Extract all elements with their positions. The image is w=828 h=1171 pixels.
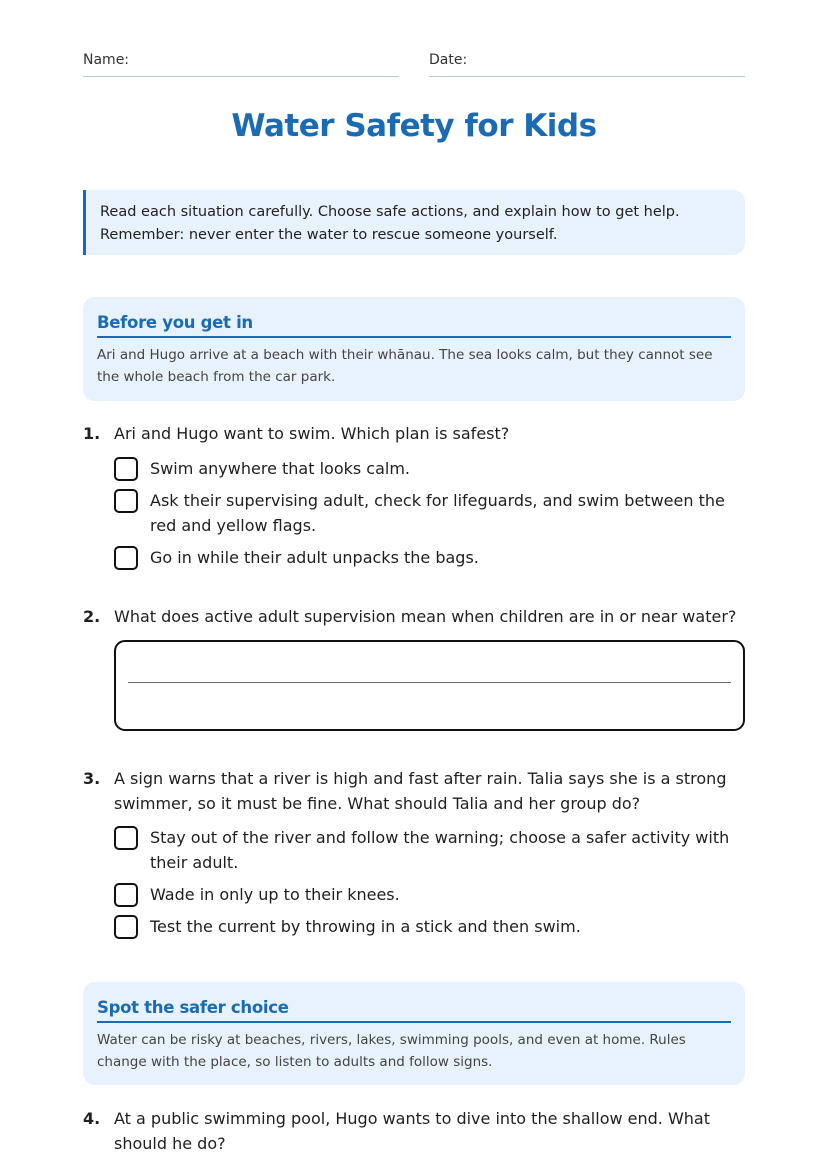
option-text: Ask their supervising adult, check for lifeguards, and swim between the red and yellow flags.	[150, 491, 725, 535]
question-number: 4.	[83, 1109, 101, 1128]
name-label: Name:	[83, 52, 130, 68]
question-1	[83, 421, 745, 446]
q1-option-3[interactable]	[114, 545, 734, 570]
question-text: At a public swimming pool, Hugo wants to dive into the shallow end. What should he do?	[114, 1109, 710, 1153]
date-label: Date:	[429, 52, 468, 68]
answer-box[interactable]	[114, 640, 745, 731]
question-4	[83, 1106, 745, 1156]
name-field[interactable]	[83, 52, 399, 68]
section-text: Ari and Hugo arrive at a beach with their whānau. The sea looks calm, but they cannot see the whole beach from the car park.	[97, 347, 713, 385]
instructions-line-2: Remember: never enter the water to rescue someone yourself.	[100, 227, 558, 243]
question-2	[83, 604, 745, 629]
section-spot-the-safer-choice	[83, 982, 745, 1085]
question-text: Ari and Hugo want to swim. Which plan is safest?	[114, 424, 510, 443]
option-text: Wade in only up to their knees.	[150, 885, 400, 904]
question-number: 3.	[83, 769, 101, 788]
instructions-box	[83, 190, 745, 255]
option-text: Go in while their adult unpacks the bags.	[150, 548, 479, 567]
q3-option-3[interactable]	[114, 914, 734, 939]
instructions-line-1: Read each situation carefully. Choose safe actions, and explain how to get help.	[100, 204, 680, 220]
date-line	[429, 76, 745, 77]
option-text: Swim anywhere that looks calm.	[150, 459, 411, 478]
checkbox[interactable]	[114, 546, 138, 570]
section-text: Water can be risky at beaches, rivers, lakes, swimming pools, and even at home. Rules change with the place, so listen to adults and follow signs.	[97, 1032, 686, 1070]
date-field[interactable]	[429, 52, 745, 68]
q1-option-1[interactable]	[114, 456, 734, 481]
question-text: A sign warns that a river is high and fast after rain. Talia says she is a strong swimmer, so it must be fine. What should Talia and her group do?	[114, 769, 727, 813]
page-title: Water Safety for Kids	[231, 108, 597, 144]
answer-line	[128, 682, 731, 683]
checkbox[interactable]	[114, 489, 138, 513]
q3-option-1[interactable]	[114, 825, 734, 875]
question-3	[83, 766, 745, 816]
checkbox[interactable]	[114, 883, 138, 907]
option-text: Stay out of the river and follow the warning; choose a safer activity with their adult.	[150, 828, 730, 872]
name-line	[83, 76, 399, 77]
section-heading: Before you get in	[97, 313, 731, 338]
question-number: 1.	[83, 424, 101, 443]
question-number: 2.	[83, 607, 101, 626]
q1-option-2[interactable]	[114, 488, 734, 538]
section-before-you-get-in	[83, 297, 745, 401]
option-text: Test the current by throwing in a stick and then swim.	[150, 917, 581, 936]
q3-option-2[interactable]	[114, 882, 734, 907]
section-heading: Spot the safer choice	[97, 998, 731, 1023]
checkbox[interactable]	[114, 457, 138, 481]
checkbox[interactable]	[114, 826, 138, 850]
question-text: What does active adult supervision mean when children are in or near water?	[114, 607, 737, 626]
checkbox[interactable]	[114, 915, 138, 939]
